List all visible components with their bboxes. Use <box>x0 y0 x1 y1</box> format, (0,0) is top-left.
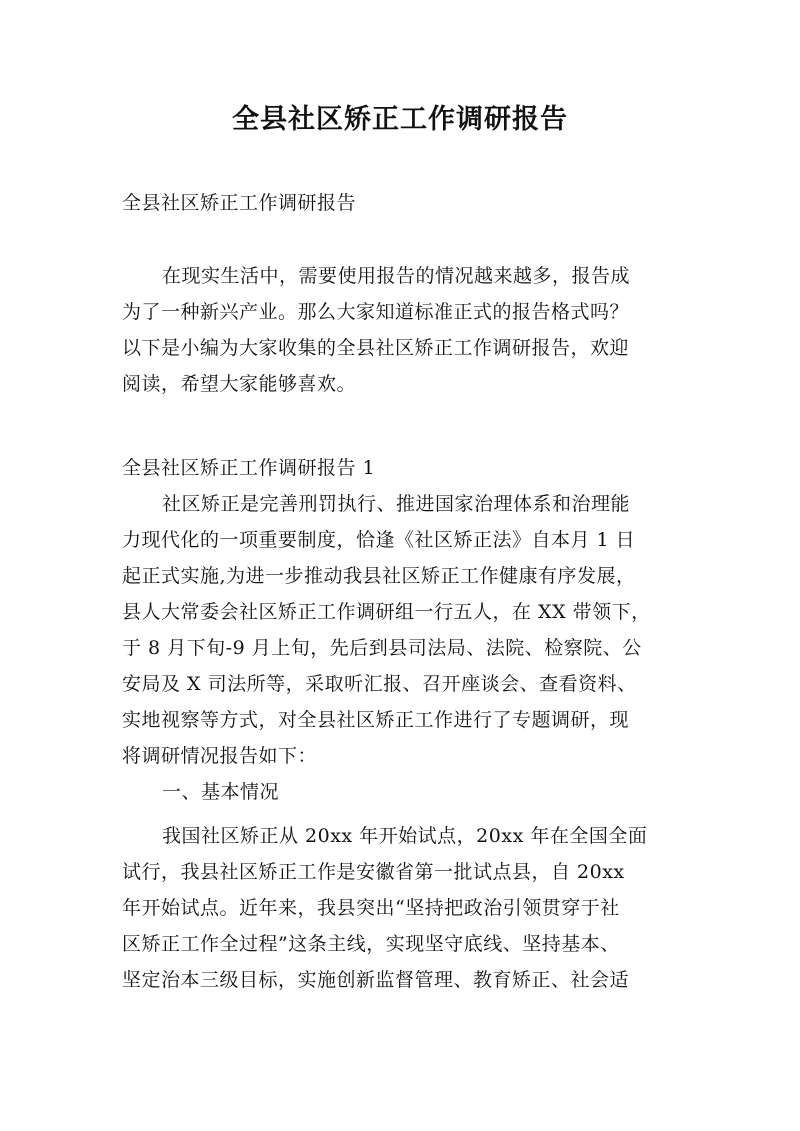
body-line: 县人大常委会社区矫正工作调研组一行五人，在 XX 带领下， <box>122 601 651 623</box>
body-line: 年开始试点。近年来，我县突出“坚持把政治引领贯穿于社 <box>122 897 620 919</box>
intro-line: 在现实生活中，需要使用报告的情况越来越多，报告成 <box>162 265 631 287</box>
body-line: 力现代化的一项重要制度，恰逢《社区矫正法》自本月 1 日 <box>122 529 636 551</box>
body-line: 试行，我县社区矫正工作是安徽省第一批试点县，自 20xx <box>122 861 625 883</box>
body-line: 坚定治本三级目标，实施创新监督管理、教育矫正、社会适 <box>122 969 630 991</box>
body-line: 起正式实施,为进一步推动我县社区矫正工作健康有序发展， <box>122 565 636 587</box>
body-line: 我国社区矫正从 20xx 年开始试点，20xx 年在全国全面 <box>162 825 648 847</box>
section-heading: 全县社区矫正工作调研报告 1 <box>122 457 376 479</box>
intro-line: 为了一种新兴产业。那么大家知道标准正式的报告格式吗？ <box>122 301 630 323</box>
subsection-heading: 一、基本情况 <box>162 781 280 803</box>
body-line: 区矫正工作全过程”这条主线，实现坚守底线、坚持基本、 <box>122 933 620 955</box>
body-line: 于 8 月下旬-9 月上旬，先后到县司法局、法院、检察院、公 <box>122 637 642 659</box>
document-title: 全县社区矫正工作调研报告 <box>232 104 568 135</box>
body-line: 社区矫正是完善刑罚执行、推进国家治理体系和治理能 <box>162 493 631 515</box>
intro-line: 阅读，希望大家能够喜欢。 <box>122 373 357 395</box>
body-line: 将调研情况报告如下： <box>122 745 318 767</box>
body-line: 实地视察等方式，对全县社区矫正工作进行了专题调研，现 <box>122 709 630 731</box>
document-subtitle: 全县社区矫正工作调研报告 <box>122 192 357 214</box>
intro-line: 以下是小编为大家收集的全县社区矫正工作调研报告，欢迎 <box>122 337 630 359</box>
body-line: 安局及 X 司法所等，采取听汇报、召开座谈会、查看资料、 <box>122 673 637 695</box>
